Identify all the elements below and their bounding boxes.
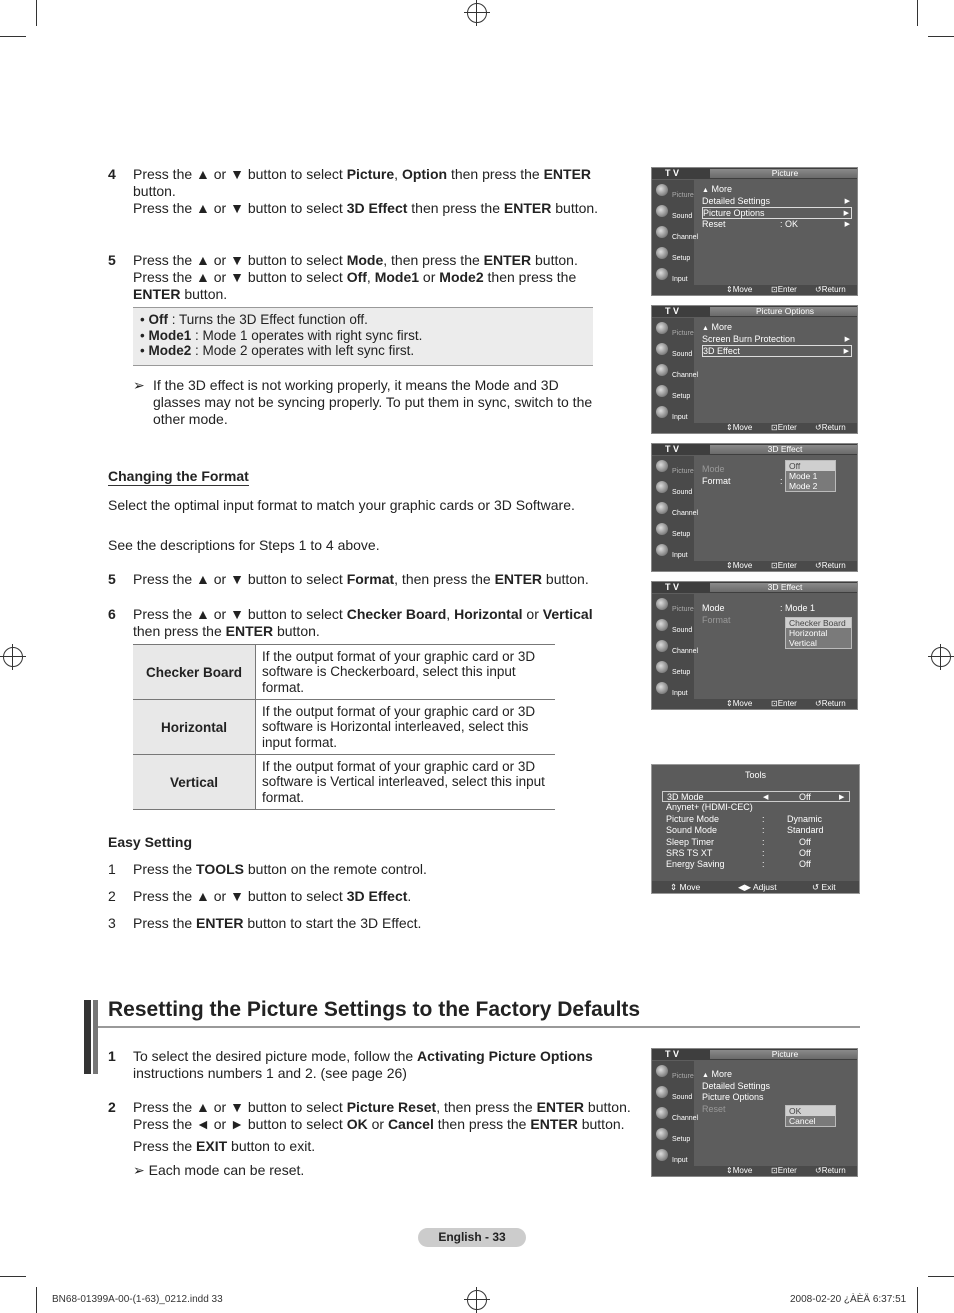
- channel-icon: [656, 1107, 668, 1119]
- step-5: 5 Press the ▲ or ▼ button to select Mode, then press the ENTER button. Press the ▲ or ▼ button to select Off, Mode1 or Mode2 then press the ENTER button.: [108, 252, 578, 302]
- format-see: See the descriptions for Steps 1 to 4 above.: [108, 537, 380, 553]
- input-icon: [656, 406, 668, 418]
- picture-icon: [656, 598, 668, 610]
- section-bar: [93, 1000, 98, 1074]
- picture-icon: [656, 460, 668, 472]
- channel-icon: [656, 364, 668, 376]
- format-step-5: 5 Press the ▲ or ▼ button to select Format, then press the ENTER button.: [108, 571, 589, 587]
- setup-icon: [656, 1128, 668, 1140]
- step-4: 4 Press the ▲ or ▼ button to select Picture, Option then press the ENTER button. Press the ▲ or ▼ button to select 3D Effect then press the ENTER button.: [108, 166, 599, 216]
- sound-icon: [656, 1086, 668, 1098]
- osd-picture-reset-menu: T V Picture Picture Sound Channel Setup Input ▲ More Detailed Settings Picture Options Reset OK Cancel ⇕ Move ⊡ Enter ↺ Return: [651, 1048, 858, 1177]
- osd-tools-menu: Tools 3D Mode ◀ Off ▶ Anynet+ (HDMI-CEC) Picture Mode : Dynamic Sound Mode : Standard Sleep Timer : Off SRS TS XT : Off Energy Saving : Off ⇕ Move ◀▶ Adjust ↺ Exit: [651, 764, 860, 894]
- setup-icon: [656, 523, 668, 535]
- registration-mark-icon: [467, 1290, 487, 1310]
- osd-picture-menu: T V Picture Picture Sound Channel Setup Input ▲ More Detailed Settings ▶ Picture Options ▶ Reset : OK ▶ ⇕ Move ⊡ Enter ↺ Return: [651, 167, 858, 296]
- sound-icon: [656, 343, 668, 355]
- registration-mark-icon: [931, 647, 951, 667]
- input-icon: [656, 268, 668, 280]
- section-rule: [98, 1026, 860, 1028]
- page-number: English - 33: [418, 1228, 526, 1247]
- section-bar: [84, 1000, 91, 1074]
- osd-3d-effect-format: T V 3D Effect Picture Sound Channel Setup Input Mode : Mode 1 Format Checker Board Horizontal Vertical ⇕ Move ⊡ Enter ↺ Return: [651, 581, 858, 710]
- picture-icon: [656, 184, 668, 196]
- easy-step-1: 1 Press the TOOLS button on the remote control.: [108, 861, 427, 877]
- channel-icon: [656, 640, 668, 652]
- easy-heading: Easy Setting: [108, 834, 193, 850]
- format-desc: Select the optimal input format to match your graphic cards or 3D Software.: [108, 497, 575, 513]
- input-icon: [656, 1149, 668, 1161]
- easy-step-3: 3 Press the ENTER button to start the 3D Effect.: [108, 915, 422, 931]
- reset-step-2: 2 Press the ▲ or ▼ button to select Picture Reset, then press the ENTER button. Press the ◄ or ► button to select OK or Cancel then press the ENTER button. Press the EXIT button to exit. ➢ Each mode can be reset.: [108, 1099, 631, 1178]
- channel-icon: [656, 502, 668, 514]
- setup-icon: [656, 661, 668, 673]
- table-row: Vertical If the output format of your graphic card or 3D software is Vertical interleaved, select this input format.: [133, 755, 555, 810]
- input-icon: [656, 544, 668, 556]
- picture-icon: [656, 1065, 668, 1077]
- sound-icon: [656, 481, 668, 493]
- easy-step-2: 2 Press the ▲ or ▼ button to select 3D Effect.: [108, 888, 412, 904]
- arrow-icon: ➢: [133, 1162, 145, 1178]
- table-row: Horizontal If the output format of your graphic card or 3D software is Horizontal interleaved, select this input format.: [133, 700, 555, 755]
- registration-mark-icon: [3, 647, 23, 667]
- osd-3d-effect-mode: T V 3D Effect Picture Sound Channel Setup Input Mode Format : Off Mode 1 Mode 2 ⇕ Move ⊡ Enter ↺ Return: [651, 443, 858, 572]
- picture-icon: [656, 322, 668, 334]
- table-row: Checker Board If the output format of your graphic card or 3D software is Checkerboard, select this input format.: [133, 645, 555, 700]
- format-heading: Changing the Format: [108, 468, 249, 484]
- osd-picture-options-menu: T V Picture Options Picture Sound Channel Setup Input ▲ More Screen Burn Protection ▶ 3D Effect ▶ ⇕ Move ⊡ Enter ↺ Return: [651, 305, 858, 434]
- input-icon: [656, 682, 668, 694]
- channel-icon: [656, 226, 668, 238]
- sound-icon: [656, 619, 668, 631]
- section-title: Resetting the Picture Settings to the Factory Defaults: [108, 998, 641, 1021]
- arrow-icon: ➢: [133, 377, 145, 393]
- reset-step-1: 1 To select the desired picture mode, follow the Activating Picture Options instructions numbers 1 and 2. (see page 26): [108, 1048, 593, 1081]
- mode-options-box: • Off : Turns the 3D Effect function off. • Mode1 : Mode 1 operates with right sync first. • Mode2 : Mode 2 operates with left sync first.: [133, 307, 593, 366]
- registration-mark-icon: [467, 3, 487, 23]
- format-table: [133, 644, 555, 810]
- footer-file: BN68-01399A-00-(1-63)_0212.indd 33: [52, 1294, 223, 1305]
- setup-icon: [656, 385, 668, 397]
- sync-note: ➢ If the 3D effect is not working properly, it means the Mode and 3D glasses may not be syncing properly. To put them in sync, switch to the other mode.: [133, 377, 593, 427]
- setup-icon: [656, 247, 668, 259]
- format-step-6: 6 Press the ▲ or ▼ button to select Checker Board, Horizontal or Vertical then press the ENTER button.: [108, 606, 593, 639]
- sound-icon: [656, 205, 668, 217]
- footer-date: 2008-02-20 ¿ÀÈÄ 6:37:51: [790, 1294, 907, 1305]
